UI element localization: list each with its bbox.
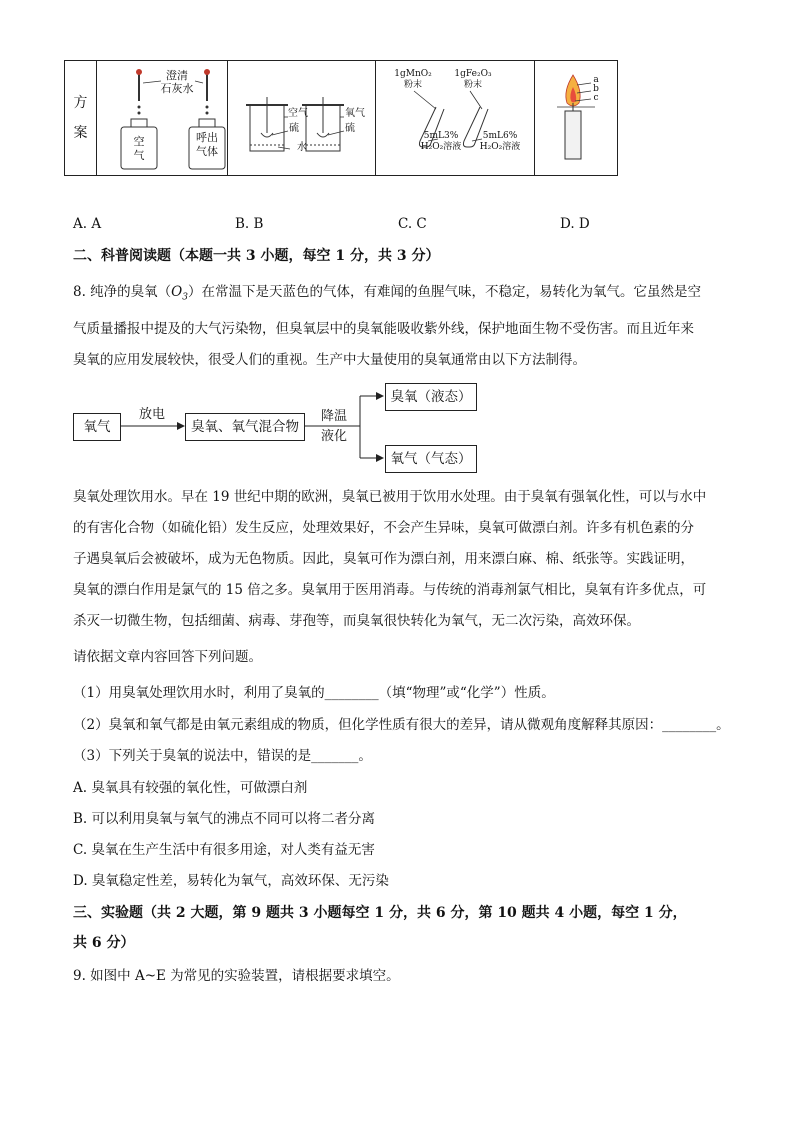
q8-line-1: 8. 纯净的臭氧$(O_3)$在常温下是天蓝色的气体，有难闻的鱼腥气味，不稳定，易转化为氧气。它虽然是空 (73, 284, 701, 303)
option-d: D. D (560, 216, 590, 232)
sulfur-right-gas-label: 氧气 (345, 108, 365, 119)
option-a: A. A (73, 216, 102, 232)
q8-sub-3: （3）下列关于臭氧的说法中，错误的是_______。 (73, 748, 372, 764)
flow-cooling-label: 降温 (320, 409, 347, 424)
sulfur-right-label: 硫 (345, 123, 355, 134)
h2o2-6-solution-label: H₂O₂溶液 (479, 142, 521, 152)
ozone-formula: $O_3$ (171, 284, 188, 303)
q8-choice-a: A. 臭氧具有较强的氧化性，可做漂白剂 (73, 780, 308, 796)
q8-prompt: 请依据文章内容回答下列问题。 (73, 649, 262, 665)
flow-oxygen-box: 氧气 (73, 413, 121, 441)
flow-discharge-label: 放电 (138, 407, 165, 422)
q8-choice-d: D. 臭氧稳定性差，易转化为氧气，高效环保、无污染 (73, 873, 389, 889)
limewater-label-top: 澄清 (166, 69, 188, 82)
bottle-exhaled-label: 呼出气体 (196, 131, 218, 158)
q8-line-2: 气质量播报中提及的大气污染物，但臭氧层中的臭氧能吸收紫外线，保护地面生物不受伤害。而且近年来 (73, 320, 694, 337)
section2-heading: 二、科普阅读题（本题一共 3 小题，每空 1 分，共 3 分） (73, 248, 440, 264)
flow-liquefy-label: 液化 (320, 429, 347, 444)
limewater-label-bottom: 石灰水 (160, 82, 194, 95)
fe2o3-powder-label: 粉末 (463, 80, 482, 90)
q9-intro: 9. 如图中 A~E 为常见的实验装置，请根据要求填空。 (73, 968, 400, 984)
plan-table (64, 60, 618, 176)
candle-flame-figure (535, 61, 617, 175)
water-label: 水 (297, 142, 307, 153)
plan-row-label-cell (65, 61, 97, 176)
flow-liquid-ozone-box: 臭氧（液态） (385, 383, 477, 411)
flow-gas-oxygen-box: 氧气（气态） (385, 445, 477, 473)
bottle-air-label: 空气 (133, 135, 145, 162)
flame-label-a: a (593, 75, 599, 85)
plan-cell-candle (535, 61, 618, 176)
q8-body-line-3: 子遇臭氧后会被破坏，成为无色物质。因此，臭氧可作为漂白剂，用来漂白麻、棉、纸张等。实践证明， (73, 551, 694, 567)
q8-sub-2: （2）臭氧和氧气都是由氧元素组成的物质，但化学性质有很大的差异，请从微观角度解释其原因：________。 (73, 717, 730, 733)
q8-line-3: 臭氧的应用发展较快，很受人们的重视。生产中大量使用的臭氧通常由以下方法制得。 (73, 351, 586, 368)
fe2o3-mass-label: 1gFe₂O₃ (454, 69, 492, 79)
q8-choice-c: C. 臭氧在生产生活中有很多用途，对人类有益无害 (73, 842, 375, 858)
h2o2-3-solution-label: H₂O₂溶液 (420, 142, 462, 152)
option-c: C. C (398, 216, 427, 232)
flow-mixture-box: 臭氧、氧气混合物 (185, 413, 305, 441)
q8-body-line-1: 臭氧处理饮用水。早在 19 世纪中期的欧洲，臭氧已被用于饮用水处理。由于臭氧有强氧化性，可以与水中 (73, 489, 707, 505)
h2o2-3-volume-label: 5mL3% (423, 131, 459, 141)
option-b: B. B (235, 216, 264, 232)
q8-sub-1: （1）用臭氧处理饮用水时，利用了臭氧的________（填“物理”或“化学”）性质。 (73, 685, 555, 701)
sulfur-left-label: 硫 (289, 123, 299, 134)
section3-heading-line-2: 共 6 分） (73, 935, 135, 951)
section3-heading-line-1: 三、实验题（共 2 大题，第 9 题共 3 小题每空 1 分，共 6 分，第 10 题共 4 小题，每空 1 分， (73, 905, 687, 921)
q8-body-line-2: 的有害化合物（如硫化铅）发生反应，处理效果好，不会产生异味，臭氧可做漂白剂。许多有机色素的分 (73, 520, 694, 536)
flame-label-c: c (593, 93, 599, 103)
q8-body-line-5: 杀灭一切微生物，包括细菌、病毒、芽孢等，而臭氧很快转化为氧气，无二次污染，高效环保。 (73, 613, 640, 629)
plan-cell-limewater (97, 61, 228, 176)
plan-row-label: 方案 (73, 95, 88, 141)
q8-choice-b: B. 可以利用臭氧与氧气的沸点不同可以将二者分离 (73, 811, 376, 827)
q8-body (73, 482, 723, 637)
flame-label-b: b (593, 84, 599, 94)
plan-cell-sulfur (228, 61, 376, 176)
sulfur-left-gas-label: 空气 (288, 108, 308, 119)
q8-intro (73, 277, 723, 376)
plan-cell-catalyst (376, 61, 535, 176)
mno2-powder-label: 粉末 (403, 80, 422, 90)
mno2-mass-label: 1gMnO₂ (394, 69, 432, 79)
q8-body-line-4: 臭氧的漂白作用是氯气的 15 倍之多。臭氧用于医用消毒。与传统的消毒剂氯气相比，臭氧有许多优点，可 (73, 582, 707, 598)
h2o2-6-volume-label: 5mL6% (482, 131, 518, 141)
